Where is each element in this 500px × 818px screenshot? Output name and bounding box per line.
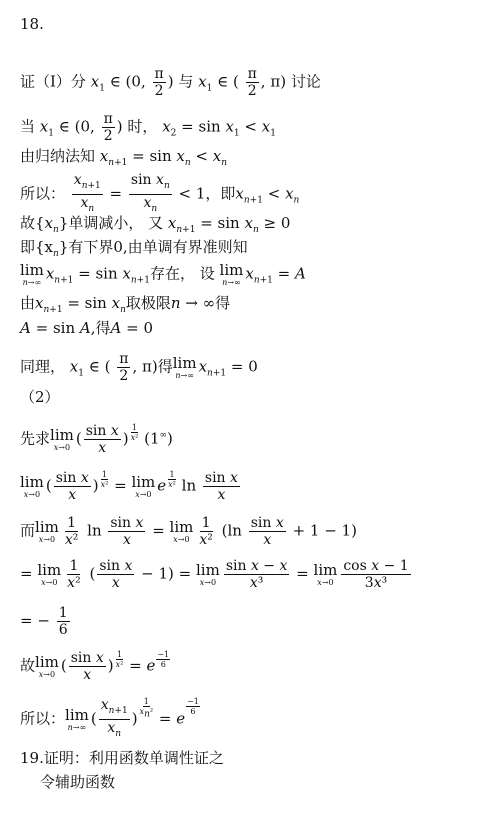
exponent: $\frac{-1}{6}$ [157,650,170,669]
fraction: $\frac{\pi}{2}$ [154,66,164,99]
part2-line-4: = lim x→0 $\frac{1}{\text{x²}}$ ( $\frac{\text{sin x}}{x}$ − 1) = lim x→0 $\frac{\text{sin x − x}}{\text{x³}}$ = lim x→0 $\frac{\text{cos x − 1}}{\text{3x³}}$ [20,558,409,591]
text: }单调减小， 又 [58,214,164,232]
exponent: $\frac{1}{\text{x²}}$ [115,650,124,669]
part2-line-5: = − $\frac{1}{6}$ [20,605,68,638]
fraction: $\frac{\text{sin x}}{x}$ [55,470,89,503]
fraction: $\frac{\pi}{2}$ [103,111,113,144]
proof-line-4: 所以： $\frac{x_{n+1}}{x_n}$ = $\frac{\sin x_n}{x_n}$ < 1，即$x_{n+1} < x_n$ [20,172,299,217]
limit: lim n→∞ [172,354,197,380]
proof-line-1: 证（I）分 $x_1$ ∈ (0, $\frac{\pi}{2}$ ) 与 $x_1$ ∈ ( $\frac{\pi}{2}$ , π) 讨论 [20,66,321,99]
part2-line-6: 故 lim x→0 ( $\frac{\text{sin x}}{x}$ ) $\frac{1}{\text{x²}}$ = e $\frac{-1}{6}$ [20,650,170,683]
problem-number: 18. [20,15,44,33]
exponent: $\frac{1}{x_n^2}$ [139,697,154,720]
limit: lim x→0 [313,561,338,587]
fraction: $\frac{\text{sin x}}{x}$ [110,515,144,548]
fraction: $\frac{\text{sin x}}{x}$ [70,650,104,683]
limit: lim x→0 [20,473,44,499]
fraction: $\frac{1}{\text{x²}}$ [199,515,213,548]
limit: lim x→0 [35,518,59,544]
fraction: $\frac{\sin x_n}{x_n}$ [130,172,170,214]
q19-line-2: 令辅助函数 [40,773,116,791]
text: 而 [20,521,36,540]
text: (1 [144,429,160,448]
proof-line-8: 由$x_{n+1} = \sin x_n$取极限n → ∞得 [20,294,231,315]
text: 得 [157,357,173,376]
exponent: $\frac{1}{\text{x²}}$ [130,423,139,442]
q19-line-1: 19.证明：利用函数单调性证之 [20,749,224,767]
limit: lim x→0 [195,561,220,587]
fraction: $\frac{\pi}{2}$ [247,66,257,99]
fraction: $\frac{x_{n+1}}{x_n}$ [100,697,128,739]
proof-line-7: lim n→∞ $x_{n+1} = \sin x_{n+1}$存在， 设 lim n→∞ $x_{n+1} = A$ [20,261,306,287]
proof-line-3: 由归纳法知 $x_{n+1} = \sin x_n < x_n$ [20,147,228,168]
part2-label: （2） [20,388,60,406]
text: 由 [20,294,36,312]
text: 所以： [20,709,66,728]
fraction: $\frac{1}{\text{x²}}$ [64,515,79,548]
limit: lim n→∞ [20,261,44,287]
text: 得 [215,294,231,312]
proof-line-2: 当 $x_1$ ∈ (0, $\frac{\pi}{2}$ ) 时， $x_2 = \sin x_1 < x_1$ [20,111,276,144]
text: 取极限 [125,294,171,312]
text: 故{ [20,214,45,232]
fraction: $\frac{\text{sin x}}{x}$ [250,515,284,548]
exponent: $\frac{-1}{6}$ [187,697,199,716]
text: 故 [20,656,36,675]
proof-line-6: 即$\{x_n\}$有下界0,由单调有界准则知 [20,238,248,259]
fraction: $\frac{\text{sin x}}{x}$ [85,423,119,456]
text: 得 [95,319,111,337]
exponent: $\frac{1}{\text{x²}}$ [168,470,176,489]
part2-line-7: 所以： lim n→∞ ( $\frac{x_{n+1}}{x_n}$ ) $\frac{1}{x_n^2}$ = e $\frac{-1}{6}$ [20,697,200,742]
limit: lim x→0 [50,426,74,452]
limit: lim n→∞ [219,261,244,287]
part2-line-3: 而 lim x→0 $\frac{1}{\text{x²}}$ ln $\frac{\text{sin x}}{x}$ = lim x→0 $\frac{1}{\text{x²}}$ (ln $\frac{\text{sin x}}{x}$ + 1 − 1) [20,515,357,548]
fraction: $\frac{\text{cos x − 1}}{\text{3x³}}$ [343,558,409,591]
text: ，即 [205,184,236,203]
text: 同理， [20,357,66,376]
limit: lim x→0 [131,473,156,499]
text: 先求 [20,429,51,448]
fraction: $\frac{1}{\text{x²}}$ [67,558,81,591]
text: 时， [127,117,158,136]
text: 即{x [20,238,54,256]
fraction: $\frac{x_{n+1}}{x_n}$ [73,172,101,214]
proof-line-9: A = sin A,得A = 0 [20,319,154,337]
limit: lim x→0 [37,561,62,587]
proof-line-5: 故$\{x_n\}$单调减小， 又 $x_{n+1} = \sin x_n \ge 0$ [20,214,291,235]
part2-line-2: lim x→0 ( $\frac{\text{sin x}}{x}$ ) $\frac{1}{\text{x²}}$ = lim x→0 e $\frac{1}{\text{x²}}$ ln $\frac{\text{sin x}}{x}$ [20,470,238,503]
limit: lim x→0 [35,653,59,679]
proof-line-10: 同理， $x_1$ ∈ ( $\frac{\pi}{2}$ , π)得 lim n→∞ $x_{n+1} = 0$ [20,351,258,384]
fraction: $\frac{1}{6}$ [58,605,68,638]
text: 证（I）分 [20,72,86,91]
text: 讨论 [290,72,321,91]
text: 由归纳法知 [20,147,96,165]
limit: lim n→∞ [65,705,89,732]
fraction: $\frac{\pi}{2}$ [119,351,129,384]
text: }有下界0,由单调有界准则知 [58,238,248,256]
text: 存在， 设 [149,264,215,283]
exponent: $\frac{1}{\text{x²}}$ [100,470,109,489]
part2-line-1: 先求 lim x→0 ( $\frac{\text{sin x}}{x}$ ) $\frac{1}{\text{x²}}$ (1∞) [20,423,173,456]
fraction: $\frac{\text{sin x}}{x}$ [204,470,238,503]
fraction: $\frac{\text{sin x}}{x}$ [99,558,133,591]
text: 与 [178,72,194,91]
fraction: $\frac{\text{sin x − x}}{\text{x³}}$ [225,558,288,591]
text: 当 [20,117,36,136]
text: 所以： [20,184,66,203]
limit: lim x→0 [169,518,194,544]
